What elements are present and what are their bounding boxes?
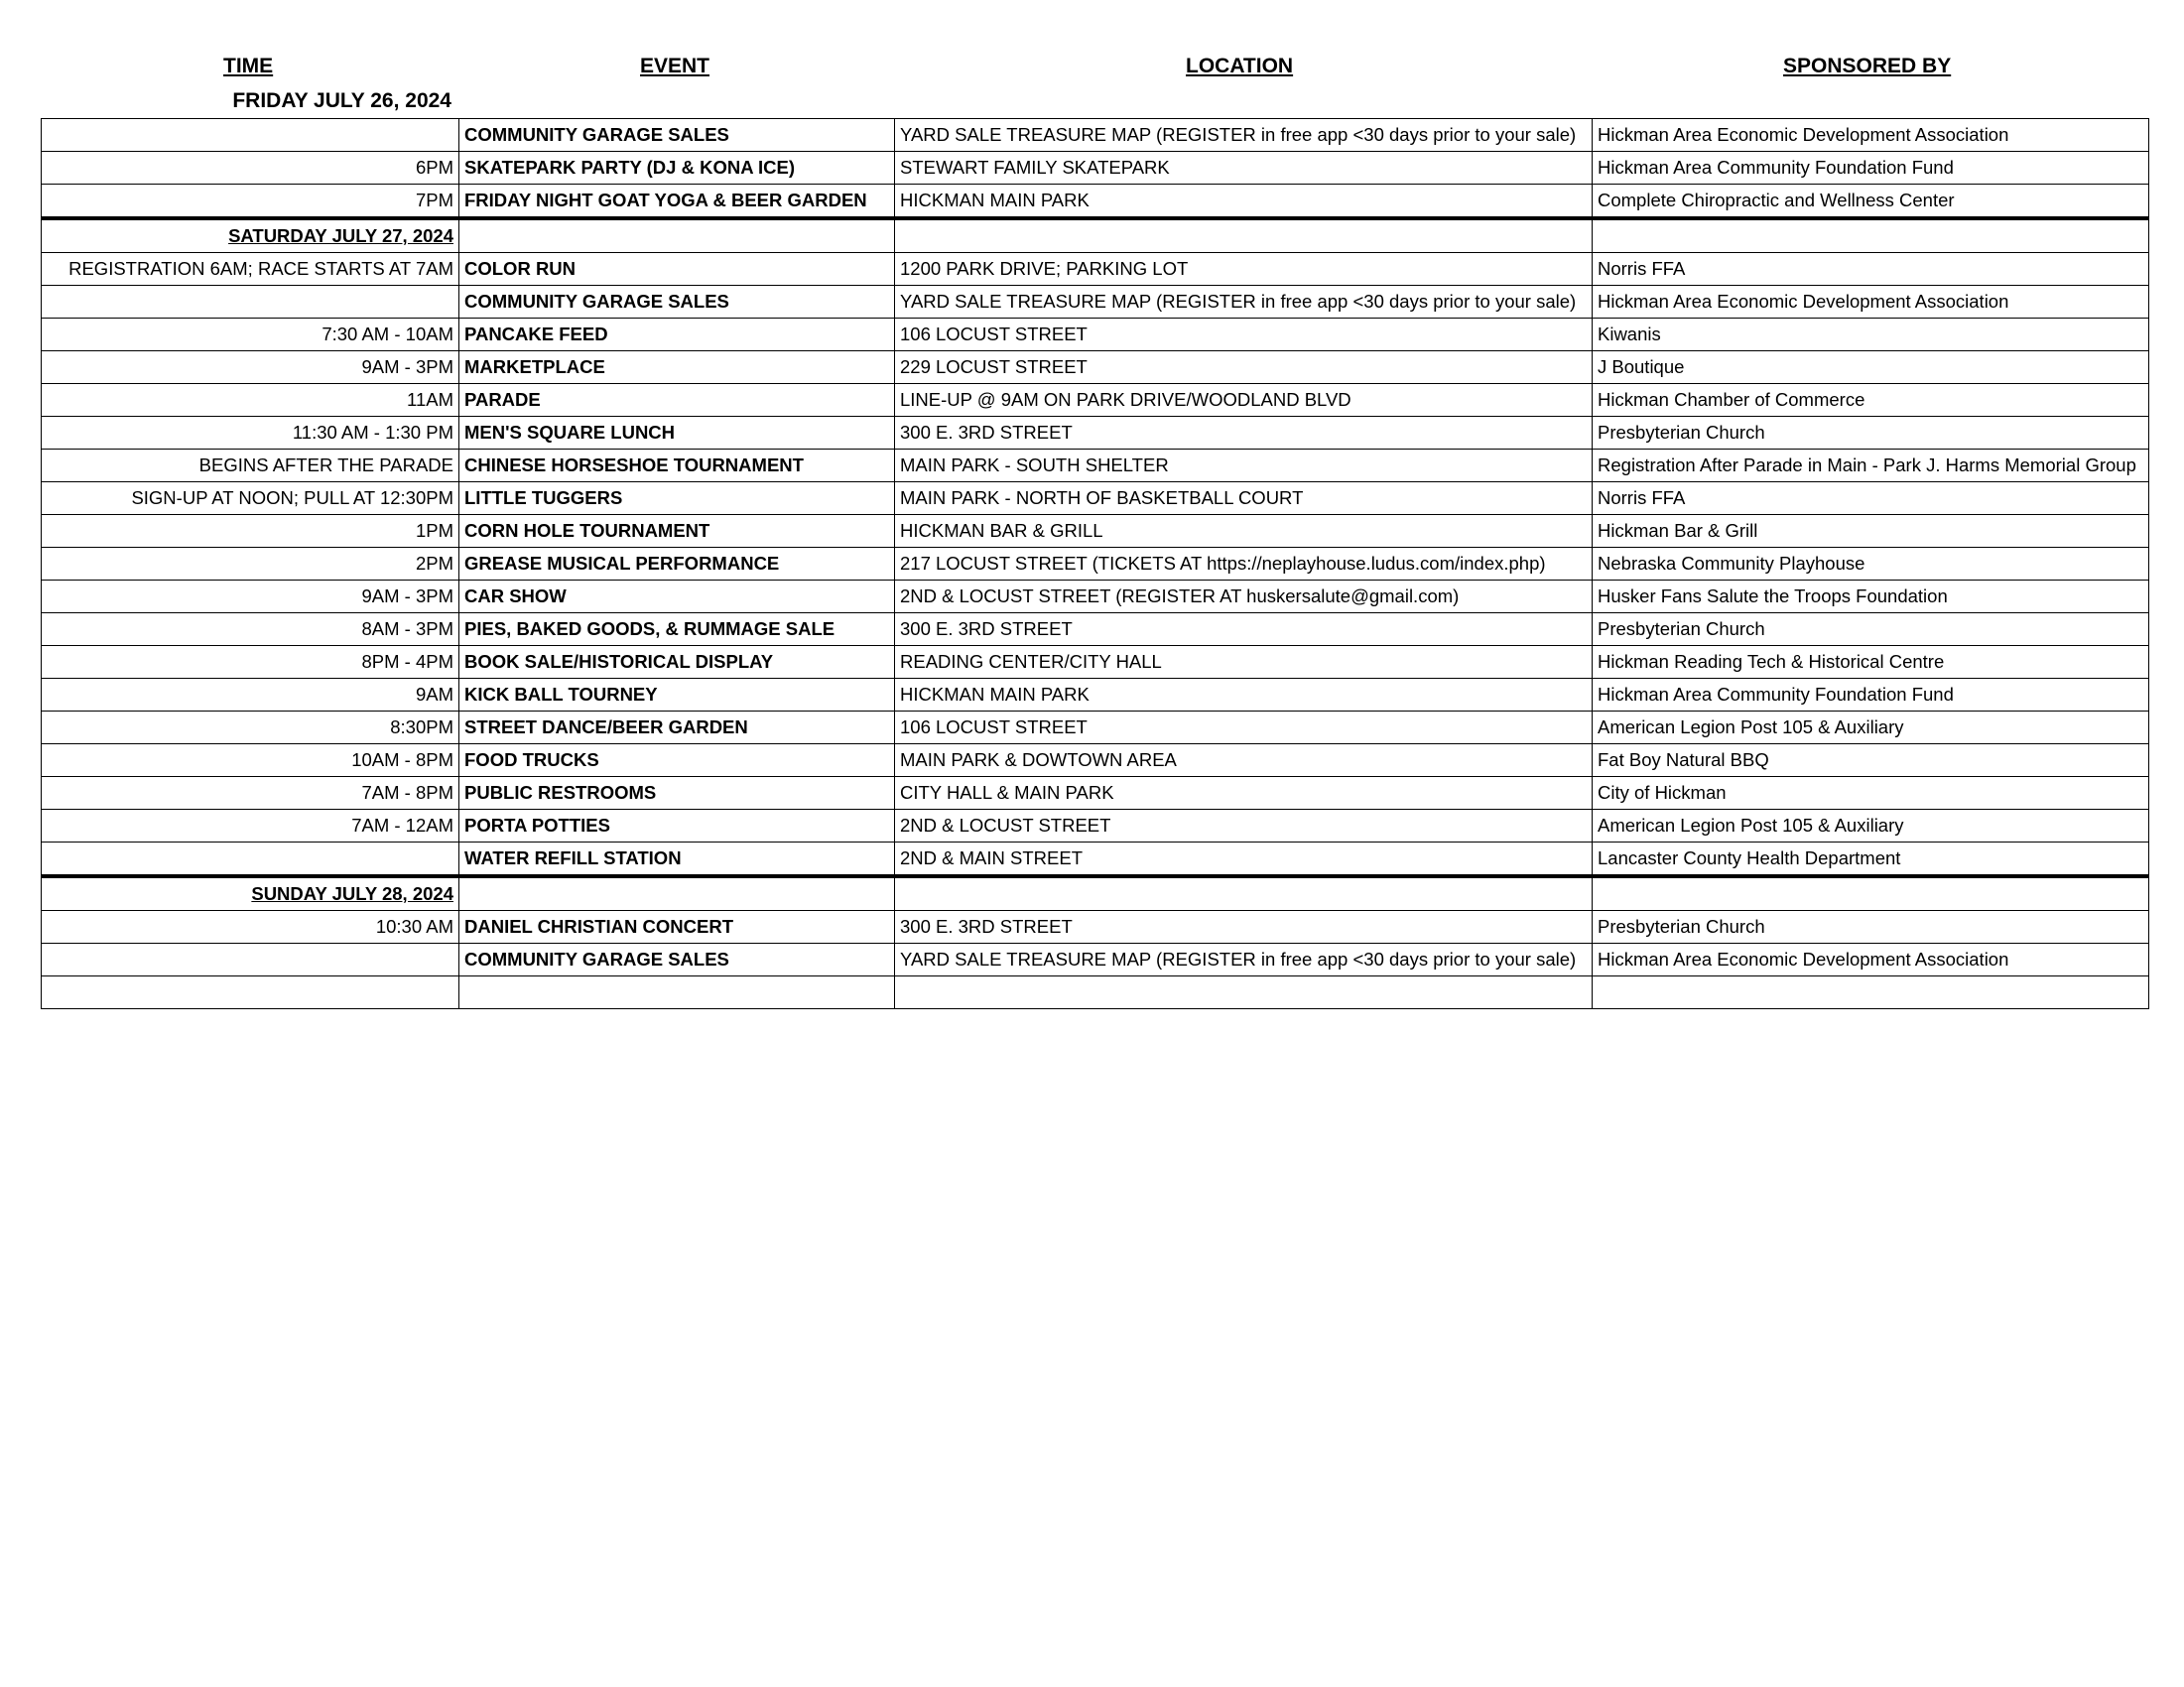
event-cell: PARADE (459, 384, 895, 417)
table-row (42, 712, 2149, 744)
time-cell: 7AM - 8PM (42, 777, 459, 810)
event-cell: COMMUNITY GARAGE SALES (459, 119, 895, 152)
time-cell: BEGINS AFTER THE PARADE (42, 450, 459, 482)
location-cell: 229 LOCUST STREET (895, 351, 1593, 384)
sponsor-cell: Norris FFA (1593, 253, 2149, 286)
day-heading: SUNDAY JULY 28, 2024 (42, 876, 459, 911)
event-cell: CAR SHOW (459, 581, 895, 613)
sponsor-cell: Registration After Parade in Main - Park J. Harms Memorial Group (1593, 450, 2149, 482)
sponsor-cell: Presbyterian Church (1593, 417, 2149, 450)
event-cell: STREET DANCE/BEER GARDEN (459, 712, 895, 744)
header-sponsored-by: SPONSORED BY (1783, 55, 1952, 77)
time-cell: 10:30 AM (42, 911, 459, 944)
location-cell: YARD SALE TREASURE MAP (REGISTER in free app <30 days prior to your sale) (895, 286, 1593, 319)
table-row (42, 911, 2149, 944)
location-cell: MAIN PARK - SOUTH SHELTER (895, 450, 1593, 482)
time-cell: 8:30PM (42, 712, 459, 744)
sponsor-cell (1593, 976, 2149, 1009)
time-cell: 8AM - 3PM (42, 613, 459, 646)
sponsor-cell: Complete Chiropractic and Wellness Center (1593, 185, 2149, 219)
time-cell: 9AM - 3PM (42, 351, 459, 384)
event-cell: WATER REFILL STATION (459, 843, 895, 877)
day-heading-friday: FRIDAY JULY 26, 2024 (232, 89, 451, 112)
location-cell: MAIN PARK & DOWTOWN AREA (895, 744, 1593, 777)
table-row (42, 450, 2149, 482)
event-cell: SKATEPARK PARTY (DJ & KONA ICE) (459, 152, 895, 185)
event-cell: GREASE MUSICAL PERFORMANCE (459, 548, 895, 581)
location-cell: MAIN PARK - NORTH OF BASKETBALL COURT (895, 482, 1593, 515)
time-cell: 9AM - 3PM (42, 581, 459, 613)
table-row (42, 944, 2149, 976)
table-row (42, 185, 2149, 219)
time-cell: REGISTRATION 6AM; RACE STARTS AT 7AM (42, 253, 459, 286)
sponsor-cell: Hickman Area Economic Development Association (1593, 119, 2149, 152)
event-cell: MARKETPLACE (459, 351, 895, 384)
sponsor-cell: Hickman Reading Tech & Historical Centre (1593, 646, 2149, 679)
column-headers (0, 55, 2184, 84)
empty-cell (895, 876, 1593, 911)
day-heading: SATURDAY JULY 27, 2024 (42, 218, 459, 253)
location-cell: HICKMAN MAIN PARK (895, 679, 1593, 712)
location-cell: 300 E. 3RD STREET (895, 417, 1593, 450)
location-cell: READING CENTER/CITY HALL (895, 646, 1593, 679)
sponsor-cell: Hickman Area Community Foundation Fund (1593, 679, 2149, 712)
sponsor-cell: Husker Fans Salute the Troops Foundation (1593, 581, 2149, 613)
event-cell: FRIDAY NIGHT GOAT YOGA & BEER GARDEN (459, 185, 895, 219)
header-location: LOCATION (1186, 55, 1294, 77)
time-cell: 8PM - 4PM (42, 646, 459, 679)
sponsor-cell: Hickman Area Community Foundation Fund (1593, 152, 2149, 185)
location-cell: 2ND & LOCUST STREET (895, 810, 1593, 843)
location-cell: 300 E. 3RD STREET (895, 911, 1593, 944)
event-cell: COMMUNITY GARAGE SALES (459, 286, 895, 319)
table-row (42, 417, 2149, 450)
table-row (42, 286, 2149, 319)
event-cell (459, 976, 895, 1009)
location-cell: HICKMAN BAR & GRILL (895, 515, 1593, 548)
time-cell: SIGN-UP AT NOON; PULL AT 12:30PM (42, 482, 459, 515)
event-cell: COLOR RUN (459, 253, 895, 286)
sponsor-cell: Fat Boy Natural BBQ (1593, 744, 2149, 777)
header-event: EVENT (640, 55, 710, 77)
table-row (42, 119, 2149, 152)
time-cell: 1PM (42, 515, 459, 548)
location-cell: 2ND & LOCUST STREET (REGISTER AT huskersalute@gmail.com) (895, 581, 1593, 613)
sponsor-cell: Kiwanis (1593, 319, 2149, 351)
sponsor-cell: Hickman Bar & Grill (1593, 515, 2149, 548)
location-cell: 1200 PARK DRIVE; PARKING LOT (895, 253, 1593, 286)
table-row (42, 976, 2149, 1009)
location-cell: 106 LOCUST STREET (895, 712, 1593, 744)
table-row (42, 548, 2149, 581)
table-row (42, 482, 2149, 515)
event-cell: DANIEL CHRISTIAN CONCERT (459, 911, 895, 944)
location-cell: YARD SALE TREASURE MAP (REGISTER in free app <30 days prior to your sale) (895, 119, 1593, 152)
event-cell: KICK BALL TOURNEY (459, 679, 895, 712)
location-cell: 2ND & MAIN STREET (895, 843, 1593, 877)
table-row (42, 843, 2149, 877)
table-row (42, 646, 2149, 679)
table-row (42, 319, 2149, 351)
location-cell: YARD SALE TREASURE MAP (REGISTER in free app <30 days prior to your sale) (895, 944, 1593, 976)
time-cell (42, 119, 459, 152)
sponsor-cell: Presbyterian Church (1593, 613, 2149, 646)
event-cell: PIES, BAKED GOODS, & RUMMAGE SALE (459, 613, 895, 646)
time-cell (42, 843, 459, 877)
table-row (42, 744, 2149, 777)
event-cell: CORN HOLE TOURNAMENT (459, 515, 895, 548)
time-cell: 9AM (42, 679, 459, 712)
table-row (42, 777, 2149, 810)
empty-cell (459, 218, 895, 253)
table-row (42, 152, 2149, 185)
empty-cell (1593, 876, 2149, 911)
table-row (42, 613, 2149, 646)
table-row (42, 810, 2149, 843)
location-cell: 106 LOCUST STREET (895, 319, 1593, 351)
event-cell: LITTLE TUGGERS (459, 482, 895, 515)
time-cell (42, 976, 459, 1009)
event-cell: CHINESE HORSESHOE TOURNAMENT (459, 450, 895, 482)
table-row (42, 384, 2149, 417)
schedule-table (41, 118, 2149, 1009)
empty-cell (459, 876, 895, 911)
event-cell: COMMUNITY GARAGE SALES (459, 944, 895, 976)
time-cell: 11:30 AM - 1:30 PM (42, 417, 459, 450)
time-cell: 2PM (42, 548, 459, 581)
sponsor-cell: J Boutique (1593, 351, 2149, 384)
location-cell: STEWART FAMILY SKATEPARK (895, 152, 1593, 185)
time-cell: 7PM (42, 185, 459, 219)
time-cell (42, 944, 459, 976)
table-row (42, 253, 2149, 286)
sponsor-cell: Nebraska Community Playhouse (1593, 548, 2149, 581)
empty-cell (895, 218, 1593, 253)
table-row (42, 515, 2149, 548)
empty-cell (1593, 218, 2149, 253)
sponsor-cell: Hickman Area Economic Development Association (1593, 286, 2149, 319)
header-time: TIME (223, 55, 274, 77)
time-cell: 7AM - 12AM (42, 810, 459, 843)
location-cell: 300 E. 3RD STREET (895, 613, 1593, 646)
day-header-row (42, 218, 2149, 253)
location-cell: 217 LOCUST STREET (TICKETS AT https://neplayhouse.ludus.com/index.php) (895, 548, 1593, 581)
event-cell: PORTA POTTIES (459, 810, 895, 843)
time-cell: 11AM (42, 384, 459, 417)
day-header-row (42, 876, 2149, 911)
location-cell: LINE-UP @ 9AM ON PARK DRIVE/WOODLAND BLVD (895, 384, 1593, 417)
event-cell: PANCAKE FEED (459, 319, 895, 351)
sponsor-cell: American Legion Post 105 & Auxiliary (1593, 810, 2149, 843)
sponsor-cell: Norris FFA (1593, 482, 2149, 515)
table-row (42, 679, 2149, 712)
table-row (42, 581, 2149, 613)
sponsor-cell: City of Hickman (1593, 777, 2149, 810)
time-cell: 10AM - 8PM (42, 744, 459, 777)
sponsor-cell: American Legion Post 105 & Auxiliary (1593, 712, 2149, 744)
event-cell: BOOK SALE/HISTORICAL DISPLAY (459, 646, 895, 679)
sponsor-cell: Hickman Area Economic Development Association (1593, 944, 2149, 976)
sponsor-cell: Presbyterian Church (1593, 911, 2149, 944)
time-cell: 6PM (42, 152, 459, 185)
sponsor-cell: Hickman Chamber of Commerce (1593, 384, 2149, 417)
time-cell: 7:30 AM - 10AM (42, 319, 459, 351)
location-cell: HICKMAN MAIN PARK (895, 185, 1593, 219)
location-cell (895, 976, 1593, 1009)
event-cell: MEN'S SQUARE LUNCH (459, 417, 895, 450)
sponsor-cell: Lancaster County Health Department (1593, 843, 2149, 877)
location-cell: CITY HALL & MAIN PARK (895, 777, 1593, 810)
event-cell: FOOD TRUCKS (459, 744, 895, 777)
table-row (42, 351, 2149, 384)
time-cell (42, 286, 459, 319)
event-cell: PUBLIC RESTROOMS (459, 777, 895, 810)
